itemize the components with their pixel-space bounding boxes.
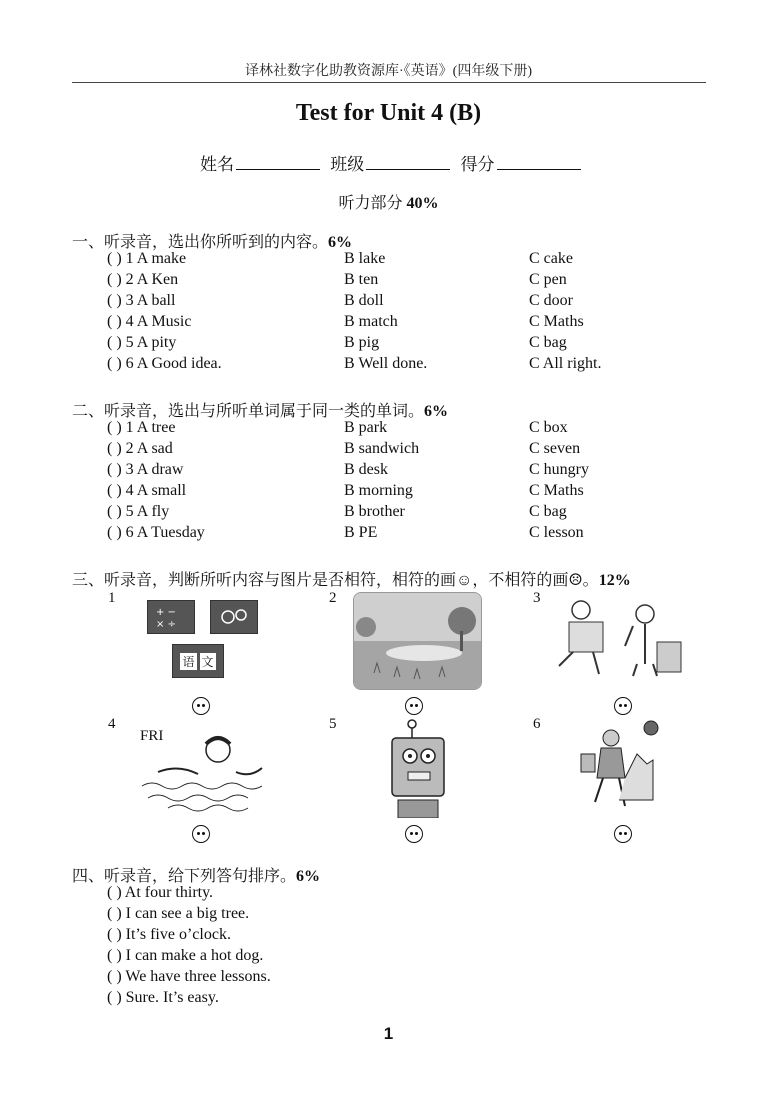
s2-row1-a: ( ) 1 A tree <box>107 419 176 436</box>
header-divider <box>72 82 706 83</box>
robot-image <box>382 718 454 818</box>
s2-row6-b: B PE <box>344 524 378 541</box>
chinese-char-1: 语 <box>182 654 195 669</box>
svg-text:× ÷: × ÷ <box>156 619 176 630</box>
s1-row6-a: ( ) 6 A Good idea. <box>107 355 222 372</box>
s1-row1-c: C cake <box>529 250 573 267</box>
s2-row3-b: B desk <box>344 461 388 478</box>
section2-points: 6% <box>424 403 449 420</box>
s2-row4-a: ( ) 4 A small <box>107 482 187 499</box>
listening-label: 听力部分 <box>338 195 403 212</box>
s2-row1-c: C box <box>529 419 568 436</box>
swimmer-icon <box>138 730 270 814</box>
s1-row5-a: ( ) 5 A pity <box>107 334 177 351</box>
section4-title <box>72 863 320 886</box>
order-item-5: ( ) We have three lessons. <box>107 968 271 985</box>
pic-number-2: 2 <box>329 590 337 606</box>
name-label: 姓名 <box>200 155 234 174</box>
answer-face-4[interactable] <box>192 825 210 843</box>
s1-row2-a: ( ) 2 A Ken <box>107 271 179 288</box>
s2-row6-a: ( ) 6 A Tuesday <box>107 524 205 541</box>
s1-row3-a: ( ) 3 A ball <box>107 292 176 309</box>
sports-card-image <box>210 600 258 634</box>
park-image <box>353 592 482 690</box>
s2-row2-b: B sandwich <box>344 440 420 457</box>
pic-number-1: 1 <box>108 590 116 606</box>
section1-points: 6% <box>328 234 353 251</box>
s2-row3-a: ( ) 3 A draw <box>107 461 184 478</box>
pic-number-4: 4 <box>108 716 116 732</box>
order-item-1: ( ) At four thirty. <box>107 884 214 901</box>
order-item-6: ( ) Sure. It’s easy. <box>107 989 219 1006</box>
answer-face-6[interactable] <box>614 825 632 843</box>
score-blank[interactable] <box>497 155 581 170</box>
class-label: 班级 <box>330 155 365 174</box>
s1-row2-c: C pen <box>529 271 567 288</box>
page-header: 译林社数字化助教资源库·《英语》(四年级下册) <box>245 64 532 79</box>
s2-row4-c: C Maths <box>529 482 584 499</box>
chinese-char-2: 文 <box>201 654 214 669</box>
fri-label: FRI <box>140 728 164 744</box>
maths-card-image <box>147 600 195 634</box>
s1-row5-c: C bag <box>529 334 567 351</box>
pic-number-6: 6 <box>533 716 541 732</box>
score-label: 得分 <box>460 155 495 174</box>
order-item-2: ( ) I can see a big tree. <box>107 905 250 922</box>
landscape-icon <box>354 593 481 689</box>
answer-face-1[interactable] <box>192 697 210 715</box>
s2-row2-c: C seven <box>529 440 581 457</box>
answer-face-2[interactable] <box>405 697 423 715</box>
s2-row4-b: B morning <box>344 482 413 499</box>
s1-row3-b: B doll <box>344 292 384 309</box>
order-item-3: ( ) It’s five o’clock. <box>107 926 231 943</box>
listening-percent: 40% <box>406 195 439 212</box>
s1-row4-c: C Maths <box>529 313 584 330</box>
s1-row4-b: B match <box>344 313 398 330</box>
s1-row6-b: B Well done. <box>344 355 428 372</box>
s1-row4-a: ( ) 4 A Music <box>107 313 192 330</box>
section4-points: 6% <box>296 868 321 885</box>
s2-row5-c: C bag <box>529 503 567 520</box>
s2-row5-a: ( ) 5 A fly <box>107 503 170 520</box>
people-icon <box>553 600 685 678</box>
listening-heading <box>0 190 777 213</box>
order-item-4: ( ) I can make a hot dog. <box>107 947 264 964</box>
ball-icon <box>211 601 257 633</box>
s1-row1-a: ( ) 1 A make <box>107 250 187 267</box>
section1-title-text: 一、听录音，选出你所听到的内容。 <box>72 234 329 251</box>
page-number: 1 <box>383 1024 394 1043</box>
s1-row1-b: B lake <box>344 250 386 267</box>
svg-text:+ −: + − <box>156 607 176 618</box>
class-blank[interactable] <box>366 155 450 170</box>
s2-row6-c: C lesson <box>529 524 584 541</box>
s1-row5-b: B pig <box>344 334 380 351</box>
chinese-card-image <box>172 644 224 678</box>
section4-title-text: 四、听录音，给下列答句排序。 <box>72 868 297 885</box>
s1-row2-b: B ten <box>344 271 379 288</box>
student-info <box>200 150 587 175</box>
answer-face-5[interactable] <box>405 825 423 843</box>
section3-title-text: 三、听录音，判断所听内容与图片是否相符，相符的画☺，不相符的画☹。 <box>72 572 599 589</box>
s2-row1-b: B park <box>344 419 388 436</box>
kite-icon <box>575 718 661 814</box>
section2-title-text: 二、听录音，选出与所听单词属于同一类的单词。 <box>72 403 425 420</box>
children-image <box>553 600 685 678</box>
swimming-boy-image <box>138 730 270 814</box>
math-symbols-icon <box>148 601 194 633</box>
s2-row2-a: ( ) 2 A sad <box>107 440 173 457</box>
robot-icon <box>382 718 454 818</box>
answer-face-3[interactable] <box>614 697 632 715</box>
name-blank[interactable] <box>236 155 320 170</box>
s2-row5-b: B brother <box>344 503 405 520</box>
s1-row3-c: C door <box>529 292 573 309</box>
section3-points: 12% <box>598 572 631 589</box>
pic-number-3: 3 <box>533 590 541 606</box>
pic-number-5: 5 <box>329 716 337 732</box>
s2-row3-c: C hungry <box>529 461 589 478</box>
page-title: Test for Unit 4 (B) <box>295 100 482 126</box>
flying-kite-image <box>575 718 661 814</box>
s1-row6-c: C All right. <box>529 355 602 372</box>
section3-title <box>72 567 631 590</box>
